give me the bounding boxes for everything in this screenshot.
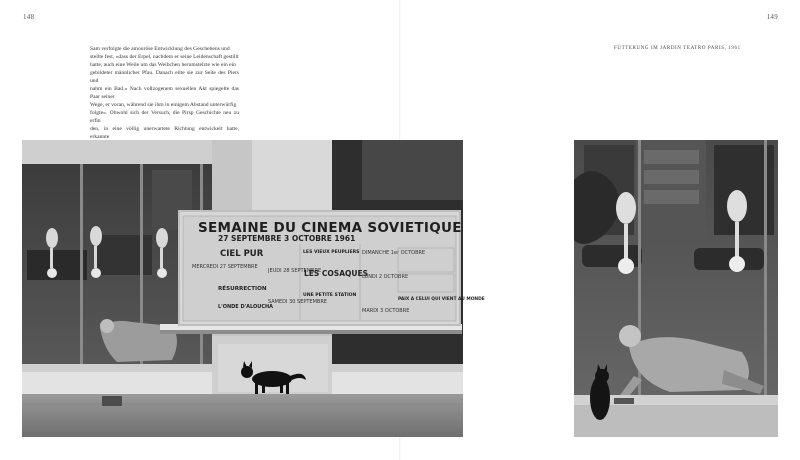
film-dates: MARDI 3 OCTOBRE <box>362 308 410 314</box>
body-line: folgte«. Obwohl sich der Versuch, die Pirsp Geschichte neu zu erfin <box>90 110 239 124</box>
film-title: L'ONDE D'ALOUCHA <box>218 304 274 310</box>
film-title: PAIX A CELUI QUI VIENT AU MONDE <box>398 297 485 302</box>
film-title: RÉSURRECTION <box>218 286 267 292</box>
photo-caption: FÜTTERUNG IM JARDIN TEATRO PARIS, 1961 <box>614 46 741 51</box>
body-line: Sam verfolgte die amouröse Entwicklung des Geschehens und <box>90 46 230 52</box>
film-title: UNE PETITE STATION <box>303 293 357 298</box>
body-line: stellte fest, »dass der Erpel, nachdem er seine Leidenschaft gestillt <box>90 54 239 60</box>
sign-dates: 27 SEPTEMBRE 3 OCTOBRE 1961 <box>218 234 356 243</box>
film-title: LES COSAQUES <box>304 269 368 278</box>
body-line: gebildeter männlicher Pfau. Danach eilte sie zur Seite des Piers und <box>90 70 239 84</box>
photo-cinema-poster-cat <box>22 140 485 437</box>
body-line: den, in eine völlig unerwartete Richtung entwickelt hatte, erkannte <box>90 126 239 140</box>
photo-woman-feeding-cat <box>574 140 778 437</box>
page-number-right: 149 <box>766 13 778 21</box>
film-dates: LUNDI 2 OCTOBRE <box>362 274 409 280</box>
body-line: hatte, auch eine Weile um das Weibchen herumstelzte wie ein ein <box>90 62 236 68</box>
film-dates: JEUDI 28 SEPTEMBRE <box>268 268 322 274</box>
film-title: LES VIEUX PEUPLIERS <box>303 250 360 255</box>
body-line: nahm ein Bad.« Nach vollzogenem sexuellen Akt spiegelte das Paar seiner <box>90 86 239 100</box>
film-dates: DIMANCHE 1er OCTOBRE <box>362 250 426 256</box>
film-dates: SAMEDI 30 SEPTEMBRE <box>268 299 327 305</box>
film-dates: MERCREDI 27 SEPTEMBRE <box>192 264 258 270</box>
page-number-left: 148 <box>23 13 35 21</box>
body-line: Wege, er voran, während sie ihm in einigem Abstand unterwürfig <box>90 102 237 108</box>
film-title: CIEL PUR <box>220 249 264 259</box>
sign-title: SEMAINE DU CINEMA SOVIETIQUE <box>198 220 462 236</box>
